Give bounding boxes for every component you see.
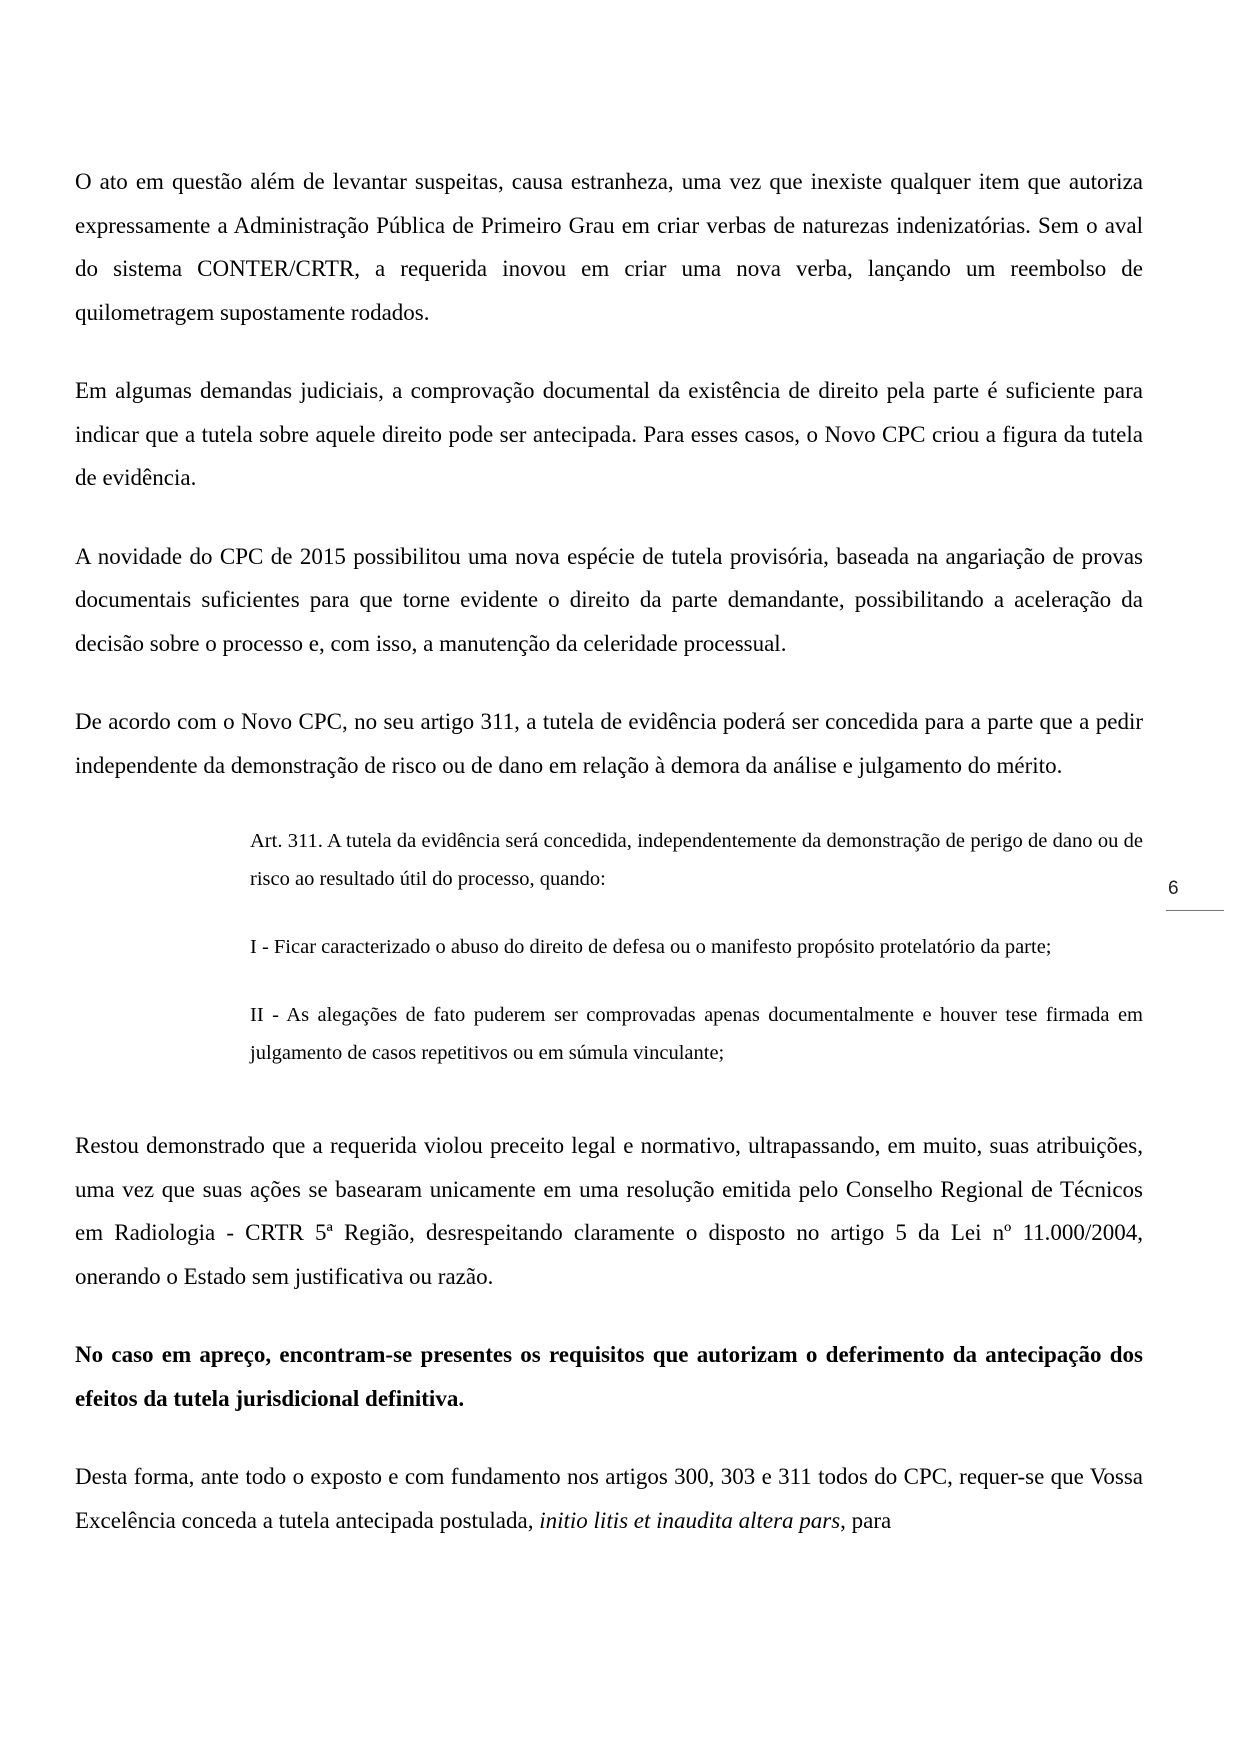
paragraph-ato-em-questao: O ato em questão além de levantar suspeitas, causa estranheza, uma vez que inexiste qualquer item que autoriza expressamente a Administração Pública de Primeiro Grau em criar verbas de naturezas indenizatórias. Sem o aval do sistema CONTER/CRTR, a requerida inovou em criar uma nova verba, lançando um reembolso de quilometragem supostamente rodados. — [75, 169, 1143, 325]
paragraph-requisitos-bold: No caso em apreço, encontram-se presentes os requisitos que autorizam o deferimento da antecipação dos efeitos da tutela jurisdicional definitiva. — [75, 1342, 1143, 1411]
block-quote-art-311 — [250, 822, 1143, 1072]
quote-caput: Art. 311. A tutela da evidência será concedida, independentemente da demonstração de perigo de dano ou de risco ao resultado útil do processo, quando: — [250, 830, 1143, 890]
paragraph-novidade-cpc: A novidade do CPC de 2015 possibilitou uma nova espécie de tutela provisória, baseada na angariação de provas documentais suficientes para que torne evidente o direito da parte demandante, possibilitando a aceleração da decisão sobre o processo e, com isso, a manutenção da celeridade processual. — [75, 543, 1143, 656]
final-text-latin-italic: initio litis et inaudita altera pars — [539, 1507, 841, 1533]
page-number-rule — [1166, 910, 1224, 911]
page-number: 6 — [1168, 878, 1179, 899]
paragraph-demandas-judiciais: Em algumas demandas judiciais, a comprovação documental da existência de direito pela parte é suficiente para indicar que a tutela sobre aquele direito pode ser antecipada. Para esses casos, o Novo CPC criou a figura da tutela de evidência. — [75, 378, 1143, 490]
final-text-before: Desta forma, ante todo o exposto e com fundamento nos artigos 300, 303 e 311 todos do CPC, requer-se que Vossa Excelência conceda a tutela antecipada postulada, — [75, 1464, 1143, 1533]
paragraph-artigo-311: De acordo com o Novo CPC, no seu artigo 311, a tutela de evidência poderá ser concedida para a parte que a pedir independente da demonstração de risco ou de dano em relação à demora da análise e julgamento do mérito. — [75, 709, 1143, 778]
document-body — [75, 160, 1143, 1542]
final-text-after: , para — [840, 1507, 892, 1533]
quote-inciso-ii: II - As alegações de fato puderem ser comprovadas apenas documentalmente e houver tese firmada em julgamento de casos repetitivos ou em súmula vinculante; — [250, 1004, 1143, 1064]
paragraph-desta-forma — [75, 1455, 1143, 1542]
quote-inciso-i: I - Ficar caracterizado o abuso do direito de defesa ou o manifesto propósito protelatório da parte; — [250, 936, 1052, 958]
paragraph-restou-demonstrado: Restou demonstrado que a requerida violou preceito legal e normativo, ultrapassando, em muito, suas atribuições, uma vez que suas ações se basearam unicamente em uma resolução emitida pelo Conselho Regional de Técnicos em Radiologia - CRTR 5ª Região, desrespeitando claramente o disposto no artigo 5 da Lei nº 11.000/2004, onerando o Estado sem justificativa ou razão. — [75, 1133, 1143, 1289]
